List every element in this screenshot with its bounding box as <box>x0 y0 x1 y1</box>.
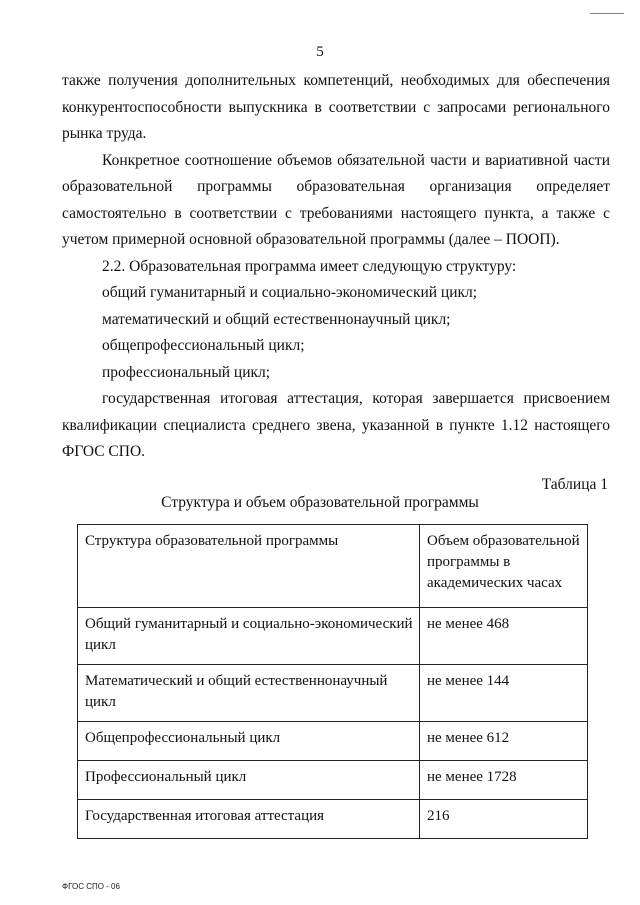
table-cell: не менее 144 <box>420 665 588 722</box>
footer-code: ФГОС СПО - 06 <box>62 882 120 891</box>
corner-mark <box>590 13 624 14</box>
table-row <box>78 800 588 839</box>
table-cell: не менее 1728 <box>420 761 588 800</box>
paragraph: 2.2. Образовательная программа имеет следующую структуру: <box>102 257 517 275</box>
list-item: общий гуманитарный и социально-экономический цикл; <box>102 284 478 301</box>
paragraph: также получения дополнительных компетенций, необходимых для обеспечения конкурентоспособности выпускника в соответствии с запросами регионального рынка труда. <box>62 72 610 142</box>
structure-table <box>77 524 588 839</box>
table-header-cell: Объем образовательной программы в академических часах <box>420 525 588 608</box>
body-text <box>62 68 610 466</box>
table-cell: 216 <box>420 800 588 839</box>
list-item: государственная итоговая аттестация, которая завершается присвоением квалификации специалиста среднего звена, указанной в пункте 1.12 настоящего ФГОС СПО. <box>62 390 610 460</box>
table-cell: не менее 468 <box>420 608 588 665</box>
list-item: профессиональный цикл; <box>102 363 271 381</box>
table-header-cell: Структура образовательной программы <box>78 525 420 608</box>
table-cell: Профессиональный цикл <box>78 761 420 800</box>
table-title: Структура и объем образовательной программы <box>161 494 479 511</box>
table-cell: Математический и общий естественнонаучный цикл <box>78 665 420 722</box>
paragraph: Конкретное соотношение объемов обязательной части и вариативной части образовательной программы образовательная организация определяет самостоятельно в соответствии с требованиями настоящего пункта, а также с учетом примерной основной образовательной программы (далее – ПООП). <box>62 151 610 248</box>
table-row <box>78 761 588 800</box>
list-item: математический и общий естественнонаучный цикл; <box>102 310 451 328</box>
page-number: 5 <box>316 44 324 60</box>
table-row <box>78 665 588 722</box>
table-cell: не менее 612 <box>420 722 588 761</box>
table-header-row <box>78 525 588 608</box>
table-cell: Общепрофессиональный цикл <box>78 722 420 761</box>
list-item: общепрофессиональный цикл; <box>102 337 305 354</box>
table-label: Таблица 1 <box>541 476 608 493</box>
table-cell: Общий гуманитарный и социально-экономический цикл <box>78 608 420 665</box>
table-row <box>78 608 588 665</box>
table-row <box>78 722 588 761</box>
table-cell: Государственная итоговая аттестация <box>78 800 420 839</box>
